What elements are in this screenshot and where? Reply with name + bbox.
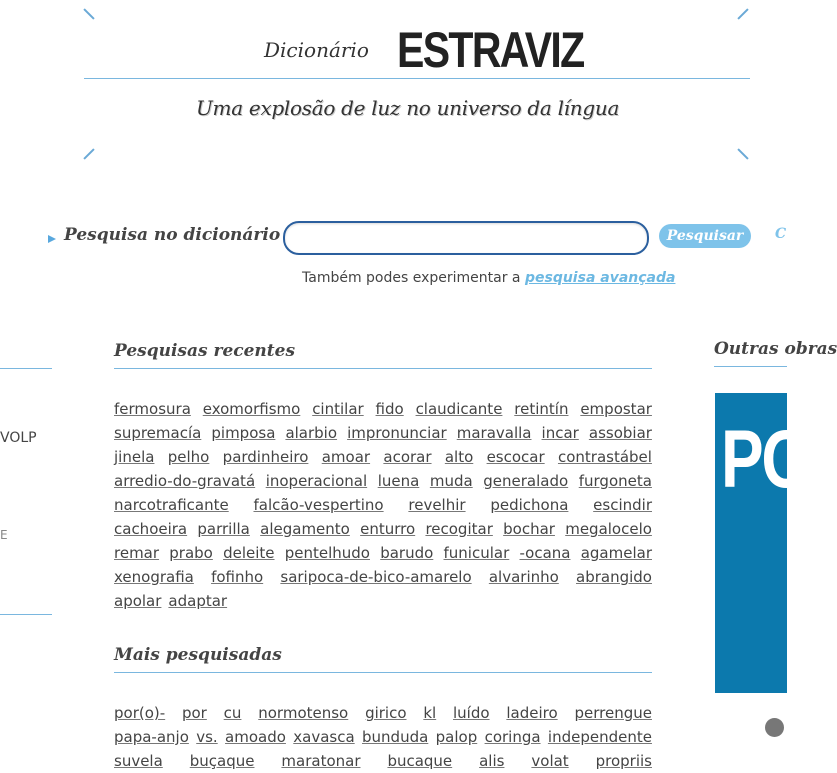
recent-search-line — [114, 541, 652, 565]
popular-search-word-link[interactable]: por — [181, 704, 207, 722]
popular-searches-title: Mais pesquisadas — [114, 645, 282, 665]
search-input[interactable] — [283, 221, 649, 255]
carousel-dot[interactable] — [765, 718, 784, 737]
recent-search-word-link[interactable]: supremacía — [114, 424, 202, 442]
recent-search-word-link[interactable]: generalado — [483, 472, 569, 490]
popular-search-word-link[interactable]: papa-anjo — [114, 728, 189, 746]
left-sidebar-item[interactable]: VOLP — [0, 430, 37, 446]
other-works-title: Outras obras — [714, 339, 837, 359]
recent-search-word-link[interactable]: megalocelo — [565, 520, 652, 538]
popular-search-word-link[interactable]: independente — [547, 728, 652, 746]
recent-search-word-link[interactable]: empostar — [580, 400, 652, 418]
popular-search-word-link[interactable]: amoado — [225, 728, 286, 746]
left-sidebar-mark: Ε — [0, 528, 8, 542]
recent-search-word-link[interactable]: claudicante — [415, 400, 503, 418]
recent-search-line — [114, 517, 652, 541]
popular-search-word-link[interactable]: perrengue — [574, 704, 652, 722]
recent-search-word-link[interactable]: acorar — [383, 448, 432, 466]
popular-search-line — [114, 725, 652, 749]
recent-searches-title: Pesquisas recentes — [114, 341, 296, 361]
recent-search-word-link[interactable]: contrastábel — [557, 448, 652, 466]
recent-search-word-link[interactable]: prabo — [169, 544, 213, 562]
recent-search-word-link[interactable]: deleite — [223, 544, 275, 562]
recent-search-word-link[interactable]: alto — [444, 448, 474, 466]
recent-search-word-link[interactable]: inoperacional — [265, 472, 368, 490]
popular-search-word-link[interactable]: coringa — [484, 728, 541, 746]
recent-search-word-link[interactable]: parrilla — [197, 520, 250, 538]
popular-search-word-link[interactable]: ladeiro — [506, 704, 558, 722]
recent-search-line — [114, 445, 652, 469]
other-works-divider — [714, 366, 787, 367]
recent-search-word-link[interactable]: agamelar — [580, 544, 652, 562]
popular-search-word-link[interactable]: vs. — [196, 728, 218, 746]
recent-search-line — [114, 397, 652, 421]
recent-search-word-link[interactable]: alegamento — [260, 520, 350, 538]
recent-search-word-link[interactable]: pentelhudo — [284, 544, 370, 562]
recent-search-word-link[interactable]: muda — [429, 472, 473, 490]
popular-search-word-link[interactable]: maratonar — [281, 752, 361, 770]
recent-search-word-link[interactable]: escindir — [593, 496, 652, 514]
popular-search-word-link[interactable]: por(o)- — [114, 704, 166, 722]
popular-search-word-link[interactable]: suvela — [114, 752, 163, 770]
recent-search-line — [114, 421, 652, 445]
recent-search-word-link[interactable]: falcão-vespertino — [253, 496, 384, 514]
popular-search-word-link[interactable]: normotenso — [258, 704, 349, 722]
recent-search-word-link[interactable]: incar — [541, 424, 579, 442]
site-tagline: Uma explosão de luz no universo da língua — [196, 96, 620, 120]
recent-search-word-link[interactable]: xenografia — [114, 568, 194, 586]
popular-search-word-link[interactable]: volat — [531, 752, 569, 770]
left-divider-top — [0, 368, 52, 369]
recent-search-word-link[interactable]: arredio-do-gravatá — [114, 472, 256, 490]
recent-search-word-link[interactable]: fido — [375, 400, 404, 418]
popular-search-word-link[interactable]: xavasca — [293, 728, 355, 746]
recent-search-word-link[interactable]: recogitar — [425, 520, 493, 538]
popular-search-word-link[interactable]: bunduda — [362, 728, 429, 746]
brand-prefix: Dicionário — [264, 38, 369, 62]
recent-search-word-link[interactable]: pelho — [167, 448, 210, 466]
popular-search-word-link[interactable]: palop — [435, 728, 478, 746]
recent-search-word-link[interactable]: enturro — [360, 520, 416, 538]
recent-search-word-link[interactable]: revelhir — [408, 496, 466, 514]
frame-corner-top-right — [737, 8, 748, 19]
recent-search-word-link[interactable]: pardinheiro — [222, 448, 309, 466]
frame-corner-bottom-left — [83, 148, 94, 159]
recent-search-word-link[interactable]: bochar — [503, 520, 555, 538]
recent-search-line — [114, 565, 652, 589]
recent-search-word-link[interactable]: assobiar — [588, 424, 652, 442]
recent-search-line — [114, 493, 652, 517]
recent-search-word-link[interactable]: -ocana — [519, 544, 571, 562]
recent-search-line — [114, 589, 652, 613]
search-label: Pesquisa no dicionário — [64, 225, 281, 245]
advanced-search-link[interactable]: pesquisa avançada — [524, 270, 676, 286]
popular-searches-divider — [114, 672, 652, 673]
search-button[interactable]: Pesquisar — [659, 224, 751, 248]
recent-search-word-link[interactable]: exomorfismo — [202, 400, 301, 418]
extra-search-link[interactable]: C — [775, 226, 787, 242]
advanced-search-prefix: Também podes experimentar a — [302, 270, 525, 286]
popular-search-word-link[interactable]: propriis — [595, 752, 652, 770]
popular-search-line — [114, 749, 652, 773]
arrow-right-icon — [48, 235, 56, 243]
popular-search-word-link[interactable]: buçaque — [189, 752, 255, 770]
frame-corner-top-left — [83, 8, 94, 19]
recent-search-word-link[interactable]: alarbio — [285, 424, 338, 442]
recent-search-word-link[interactable]: fofinho — [211, 568, 264, 586]
recent-search-word-link[interactable]: amoar — [321, 448, 371, 466]
banner-text: PO — [721, 414, 809, 505]
recent-search-word-link[interactable]: abrangido — [576, 568, 652, 586]
popular-search-word-link[interactable]: kl — [423, 704, 437, 722]
popular-search-word-link[interactable]: alis — [479, 752, 505, 770]
recent-search-word-link[interactable]: luena — [377, 472, 420, 490]
recent-search-word-link[interactable]: maravalla — [456, 424, 532, 442]
promo-banner[interactable] — [715, 393, 809, 693]
recent-search-word-link[interactable]: funicular — [443, 544, 510, 562]
popular-search-word-link[interactable]: luído — [453, 704, 490, 722]
recent-search-word-link[interactable]: retintín — [514, 400, 569, 418]
recent-search-word-link[interactable]: narcotraficante — [114, 496, 229, 514]
popular-search-word-link[interactable]: cu — [223, 704, 242, 722]
header-divider — [84, 78, 750, 79]
recent-search-word-link[interactable]: barudo — [380, 544, 434, 562]
recent-search-word-link[interactable]: furgoneta — [578, 472, 652, 490]
recent-search-word-link[interactable]: escocar — [486, 448, 545, 466]
popular-search-line — [114, 701, 652, 725]
recent-search-word-link[interactable]: jinela — [114, 448, 155, 466]
recent-search-word-link[interactable]: cintilar — [312, 400, 364, 418]
recent-search-word-link[interactable]: pimposa — [211, 424, 276, 442]
recent-search-word-link[interactable]: cachoeira — [114, 520, 188, 538]
recent-searches-divider — [114, 368, 652, 369]
site-logo[interactable]: ESTRAVIZ — [397, 22, 584, 78]
recent-search-word-link[interactable]: saripoca-de-bico-amarelo — [280, 568, 472, 586]
advanced-search-hint — [302, 270, 675, 286]
recent-search-word-link[interactable]: adaptar — [168, 592, 228, 610]
recent-search-word-link[interactable]: alvarinho — [488, 568, 559, 586]
left-divider-bottom — [0, 614, 52, 615]
popular-search-word-link[interactable]: bucaque — [387, 752, 453, 770]
recent-search-line — [114, 469, 652, 493]
recent-search-word-link[interactable]: pedichona — [490, 496, 569, 514]
recent-search-word-link[interactable]: fermosura — [114, 400, 191, 418]
recent-search-word-link[interactable]: remar — [114, 544, 160, 562]
popular-search-word-link[interactable]: girico — [365, 704, 407, 722]
frame-corner-bottom-right — [737, 148, 748, 159]
recent-search-word-link[interactable]: impronunciar — [347, 424, 447, 442]
recent-search-word-link[interactable]: apolar — [114, 592, 162, 610]
